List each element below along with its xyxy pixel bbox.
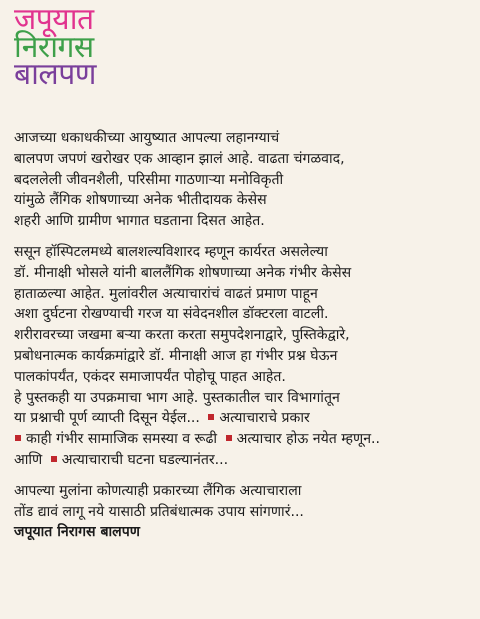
sections-line-1 (14, 408, 474, 429)
title-line-3: बालपण (14, 57, 96, 93)
sections-line-2 (14, 429, 474, 450)
text-line: शहरी आणि ग्रामीण भागात घडताना दिसत आहेत. (14, 213, 265, 230)
text-line: आजच्या धकाधकीच्या आयुष्यात आपल्या लहानग्याचं (14, 130, 280, 146)
text-line: तोंड द्यावं लागू नये यासाठी प्रतिबंधात्मक उपाय सांगणारं... (14, 503, 304, 520)
and-word: आणि (14, 451, 43, 468)
text-line: यांमुळे लैंगिक शोषणाच्या अनेक भीतीदायक केसेस (14, 192, 267, 209)
sections-intro: या प्रश्नाची पूर्ण व्याप्ती दिसून येईल... (14, 410, 200, 427)
title-line-1: जपूयात (14, 2, 94, 37)
text-line: बदललेली जीवनशैली, परिसीमा गाठणाऱ्या मनोविकृती (14, 171, 284, 188)
text-line: डॉ. मीनाक्षी भोसले यांनी बाललैंगिक शोषणाच्या अनेक गंभीर केसेस (14, 264, 352, 281)
text-line: हाताळल्या आहेत. मुलांवरील अत्याचारांचं वाढतं प्रमाण पाहून (14, 285, 318, 302)
bullet-icon (15, 435, 21, 441)
text-line: अशा दुर्घटना रोखण्याची गरज या संवेदनशील डॉक्टरला वाटली. (14, 306, 329, 323)
paragraph-closing (14, 481, 474, 543)
paragraph-author (14, 242, 474, 471)
text-line: शरीरावरच्या जखमा बऱ्या करता करता समुपदेशनाद्वारे, पुस्तिकेद्वारे, (14, 327, 350, 344)
blurb-text (14, 128, 474, 543)
title-line-2: निरागस (14, 29, 94, 65)
bullet-icon (51, 456, 57, 462)
text-line: ससून हॉस्पिटलमध्ये बालशल्यविशारद म्हणून कार्यरत असलेल्या (14, 243, 328, 260)
book-title (14, 2, 96, 93)
text-line: बालपण जपणं खरोखर एक आव्हान झालं आहे. वाढता चंगळवाद, (14, 150, 345, 167)
text-line: आपल्या मुलांना कोणत्याही प्रकारच्या लैंगिक अत्याचाराला (14, 482, 302, 499)
section-item: काही गंभीर सामाजिक समस्या व रूढी (26, 431, 218, 448)
text-line: प्रबोधनात्मक कार्यक्रमांद्वारे डॉ. मीनाक्षी आज हा गंभीर प्रश्न घेऊन (14, 347, 338, 364)
bullet-icon (208, 414, 214, 420)
section-item: अत्याचार होऊ नयेत म्हणून.. (236, 431, 380, 448)
closing-title: जपूयात निरागस बालपण (14, 524, 140, 541)
text-line: हे पुस्तकही या उपक्रमाचा भाग आहे. पुस्तकातील चार विभागांतून (14, 389, 340, 406)
paragraph-intro (14, 128, 474, 232)
section-item: अत्याचाराचे प्रकार (219, 410, 310, 427)
section-item: अत्याचाराची घटना घडल्यानंतर... (61, 451, 229, 468)
text-line: पालकांपर्यंत, एकंदर समाजापर्यंत पोहोचू पाहत आहेत. (14, 368, 286, 385)
sections-line-3 (14, 450, 474, 471)
bullet-icon (226, 435, 232, 441)
